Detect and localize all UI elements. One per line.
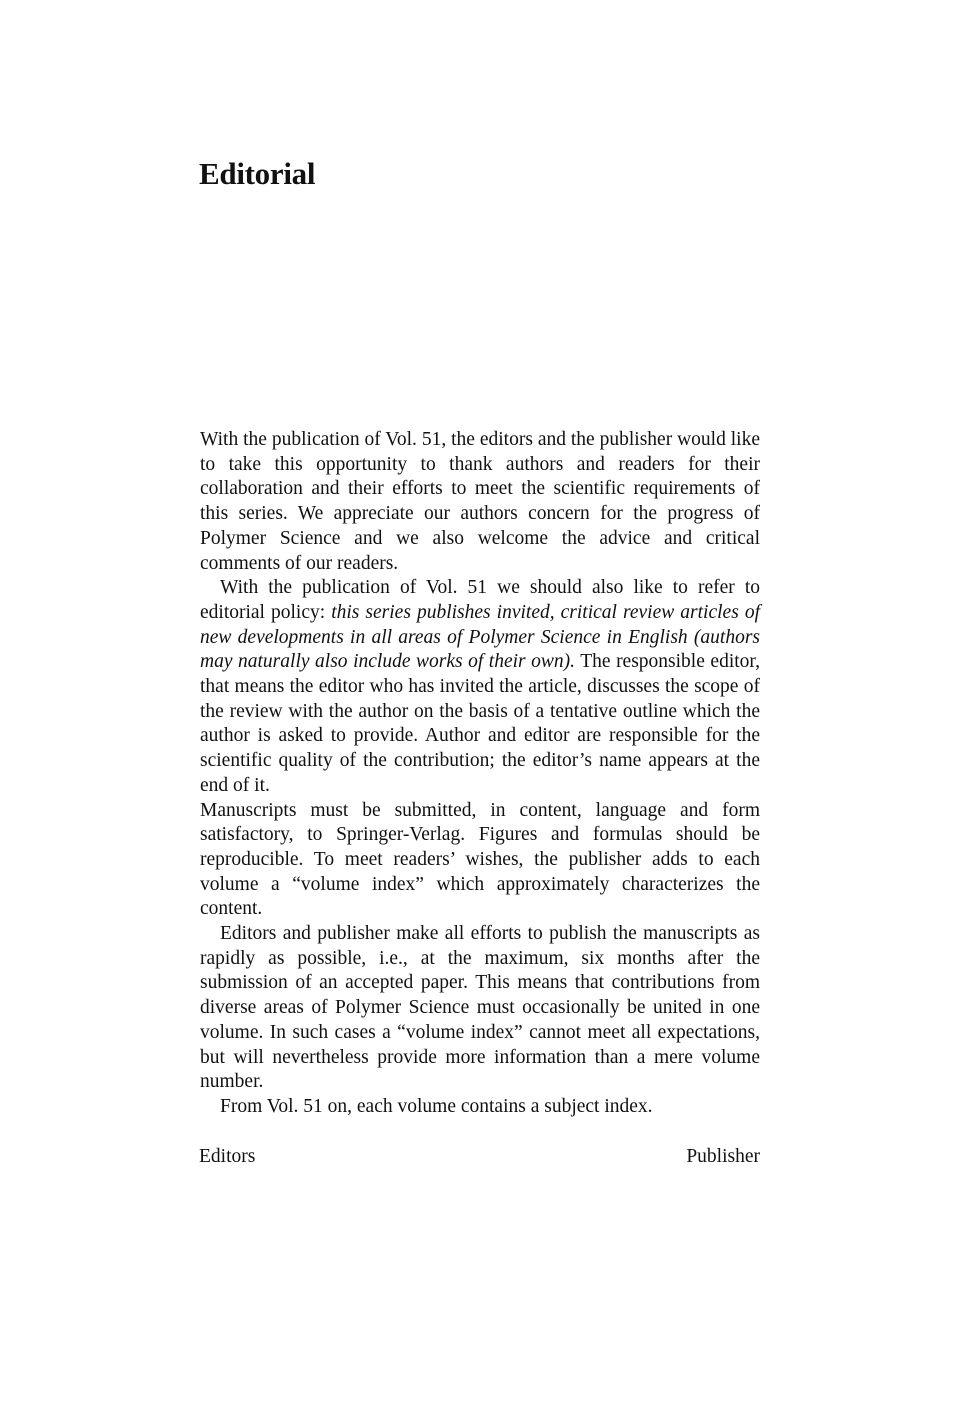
signature-publisher: Publisher: [686, 1146, 760, 1167]
policy-rest-text: The responsible editor, that means the editor who has invited the article, discusses the scope of the review with the author on the basis of a tentative outline which the author is asked to provide. Author and editor are responsible for the scientific quality of the contribution; the editor’s name appears at the end of it.: [200, 651, 760, 796]
policy-lead-text: With the publication of Vol. 51 we should also like to refer to editorial policy:: [200, 577, 760, 623]
paragraph-publication-speed: Editors and publisher make all efforts to publish the manuscripts as rapidly as possible, i.e., at the maximum, six months after the submission of an accepted paper. This means that contributions from diverse areas of Polymer Science must occasionally be united in one volume. In such cases a “volume index” cannot meet all expectations, but will nevertheless provide more information than a mere volume number.: [200, 923, 760, 1093]
editorial-body: [200, 428, 760, 1120]
paragraph-thanks: With the publication of Vol. 51, the editors and the publisher would like to take this opportunity to thank authors and readers for their collaboration and their efforts to meet the scientific requirements of this series. We appreciate our authors concern for the progress of Polymer Science and we also welcome the advice and critical comments of our readers.: [200, 429, 760, 574]
signatures: [199, 1145, 760, 1170]
paragraph-editorial-policy: [200, 576, 760, 798]
paragraph-subject-index: From Vol. 51 on, each volume contains a subject index.: [220, 1095, 653, 1117]
policy-statement: this series publishes invited, critical review articles of new developments in all areas of Polymer Science in English (authors may naturally also include works of their own).: [200, 601, 760, 673]
page-title: Editorial: [199, 156, 316, 191]
signature-editors: Editors: [199, 1146, 256, 1167]
paragraph-manuscripts: Manuscripts must be submitted, in content, language and form satisfactory, to Springer-Verlag. Figures and formulas should be reproducible. To meet readers’ wishes, the publisher adds to each volume a “volume index” which approximately characterizes the content.: [200, 799, 760, 920]
